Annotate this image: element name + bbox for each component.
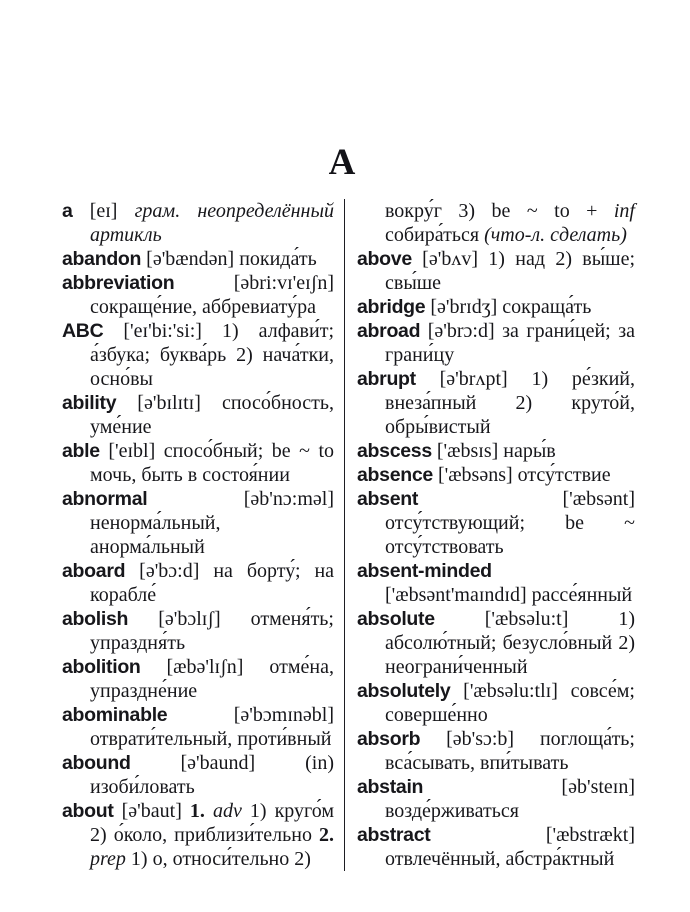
entry-text: возде́рживаться xyxy=(385,800,519,822)
phonetic-transcription: [ə'bɔlɪʃ] xyxy=(158,608,221,630)
phonetic-transcription: ['æbsənt'maɪndɪd] xyxy=(385,584,527,606)
phonetic-transcription: [ə'bɔ:d] xyxy=(139,560,200,582)
entry-text: 1. xyxy=(189,800,205,822)
phonetic-transcription: [əb'steɪn] xyxy=(561,776,635,798)
headword: absolutely xyxy=(357,680,451,702)
entry-text: 2. xyxy=(319,824,334,846)
dictionary-entry xyxy=(357,559,635,607)
entry-text: поглоща́ть; вса́сывать, впи́тывать xyxy=(385,728,635,774)
headword: absorb xyxy=(357,728,421,750)
entry-text: покида́ть xyxy=(239,248,317,270)
phonetic-transcription: ['æbsənt] xyxy=(562,488,635,510)
phonetic-transcription: [ə'bɔmɪnəbl] xyxy=(233,704,334,726)
phonetic-transcription: [ə'bændən] xyxy=(146,248,235,270)
dictionary-entry xyxy=(62,799,334,871)
entry-text: отме́на, упраздне́ние xyxy=(90,656,334,702)
entry-text: отсу́тствующий; be ~ отсу́тствовать xyxy=(385,512,635,558)
headword: abridge xyxy=(357,296,426,318)
phonetic-transcription: ['eɪbl] xyxy=(108,440,156,462)
dictionary-entry xyxy=(62,559,334,607)
headword: absent-minded xyxy=(357,560,492,582)
entry-text: 1) алфави́т; а́збука; буква́рь 2) нача́тки, осно́вы xyxy=(90,320,334,390)
phonetic-transcription: ['æbsəlu:t] xyxy=(484,608,569,630)
entry-text: сокраща́ть xyxy=(502,296,592,318)
phonetic-transcription: [ə'baund] xyxy=(180,752,256,774)
phonetic-transcription: [ə'brʌpt] xyxy=(439,368,508,390)
phonetic-transcription: [eɪ] xyxy=(89,200,118,222)
right-column xyxy=(357,199,635,871)
dictionary-entry xyxy=(357,367,635,439)
phonetic-transcription: [ə'brɪdʒ] xyxy=(430,296,498,318)
entry-text: ненорма́льный, анорма́льный xyxy=(90,512,221,558)
dictionary-entry xyxy=(357,775,635,823)
headword: abrupt xyxy=(357,368,416,390)
entry-text: отменя́ть; упраздня́ть xyxy=(90,608,334,654)
headword: ability xyxy=(62,392,117,414)
phonetic-transcription: [æbə'lɪʃn] xyxy=(166,656,244,678)
headword: abolish xyxy=(62,608,129,630)
entry-text: отвлечённый, абстра́ктный xyxy=(385,848,615,870)
phonetic-transcription: [əb'nɔ:məl] xyxy=(243,488,334,510)
phonetic-transcription: [ə'baut] xyxy=(121,800,182,822)
dictionary-entry xyxy=(62,391,334,439)
dictionary-entry xyxy=(62,655,334,703)
entry-text: prep xyxy=(90,848,126,870)
dictionary-entry xyxy=(357,295,635,319)
entry-text: отврати́тельный, проти́вный xyxy=(90,728,332,750)
entry-text: 1) над 2) вы́ше; свы́ше xyxy=(385,248,636,294)
phonetic-transcription: ['æbsɪs] xyxy=(436,440,499,462)
entry-continuation xyxy=(357,199,635,247)
entry-text: adv xyxy=(212,800,242,822)
entry-text: отсу́тствие xyxy=(517,464,611,486)
headword: abstract xyxy=(357,824,431,846)
dictionary-entry xyxy=(62,751,334,799)
dictionary-entry xyxy=(62,271,334,319)
headword: abnormal xyxy=(62,488,148,510)
headword: able xyxy=(62,440,100,462)
entry-text xyxy=(205,800,213,822)
headword: abolition xyxy=(62,656,141,678)
phonetic-transcription: [ə'bɪlɪtɪ] xyxy=(137,392,201,414)
headword: above xyxy=(357,248,412,270)
entry-text: рассе́янный xyxy=(531,584,633,606)
left-column xyxy=(62,199,334,871)
dictionary-entry xyxy=(62,247,334,271)
dictionary-entry xyxy=(357,463,635,487)
entry-text: спосо́бность, уме́ние xyxy=(90,392,335,438)
headword: abbreviation xyxy=(62,272,175,294)
two-column-text-area xyxy=(62,199,635,871)
phonetic-transcription: [ə'bʌv] xyxy=(422,248,478,270)
dictionary-entry xyxy=(62,319,334,391)
dictionary-entry xyxy=(62,487,334,559)
entry-text: 1) круго́м 2) о́коло, приблизи́тельно xyxy=(90,800,335,846)
entry-text: 1) ре́зкий, внеза́пный 2) круто́й, обры́вистый xyxy=(385,368,636,438)
dictionary-entry xyxy=(62,607,334,655)
entry-text: (что-л. сделать) xyxy=(484,224,627,246)
entry-text: собира́ться xyxy=(385,224,485,246)
headword: a xyxy=(62,200,73,222)
headword: ABC xyxy=(62,320,104,342)
entry-text: inf xyxy=(613,200,635,222)
entry-text: сокраще́ние, аббревиату́ра xyxy=(90,296,316,318)
dictionary-entry xyxy=(62,703,334,751)
headword: absent xyxy=(357,488,419,510)
phonetic-transcription: ['æbsəns] xyxy=(437,464,513,486)
headword: abandon xyxy=(62,248,142,270)
dictionary-entry xyxy=(357,727,635,775)
dictionary-entry xyxy=(62,439,334,487)
entry-text: (in) изоби́ловать xyxy=(90,752,334,798)
phonetic-transcription: ['æbsəlu:tlɪ] xyxy=(463,680,558,702)
entry-text: грам. неопределённый артикль xyxy=(90,200,334,246)
dictionary-entry xyxy=(62,199,334,247)
phonetic-transcription: [əbri:vɪ'eɪʃn] xyxy=(233,272,334,294)
entry-text: 1) абсолю́тный; безусло́вный 2) неограни́ченный xyxy=(385,608,636,678)
entry-text: 1) о, относи́тельно 2) xyxy=(125,848,311,870)
dictionary-entry xyxy=(357,319,635,367)
dictionary-entry xyxy=(357,439,635,463)
entry-text: нары́в xyxy=(503,440,556,462)
headword: abstain xyxy=(357,776,424,798)
dictionary-entry xyxy=(357,487,635,559)
phonetic-transcription: ['æbstrækt] xyxy=(545,824,635,846)
entry-text: спосо́бный; be ~ to мочь, быть в состоя́нии xyxy=(90,440,335,486)
headword: absolute xyxy=(357,608,435,630)
headword: about xyxy=(62,800,114,822)
entry-text: совсе́м; соверше́нно xyxy=(385,680,635,726)
dictionary-entry xyxy=(357,823,635,871)
phonetic-transcription: [ə'brɔ:d] xyxy=(427,320,495,342)
column-divider-rule xyxy=(344,199,345,871)
dictionary-entry xyxy=(357,247,635,295)
phonetic-transcription: [əb'sɔ:b] xyxy=(446,728,515,750)
headword: aboard xyxy=(62,560,126,582)
entry-text: на борту́; на корабле́ xyxy=(90,560,335,606)
headword: abscess xyxy=(357,440,432,462)
section-letter-heading: A xyxy=(328,142,356,183)
dictionary-entry xyxy=(357,679,635,727)
dictionary-entry xyxy=(357,607,635,679)
headword: absence xyxy=(357,464,433,486)
headword: abroad xyxy=(357,320,421,342)
phonetic-transcription: ['eɪ'bi:'si:] xyxy=(123,320,202,342)
headword: abound xyxy=(62,752,131,774)
entry-text: вокру́г 3) be ~ to + xyxy=(385,200,614,222)
headword: abominable xyxy=(62,704,168,726)
entry-text: за грани́цей; за грани́цу xyxy=(385,320,635,366)
